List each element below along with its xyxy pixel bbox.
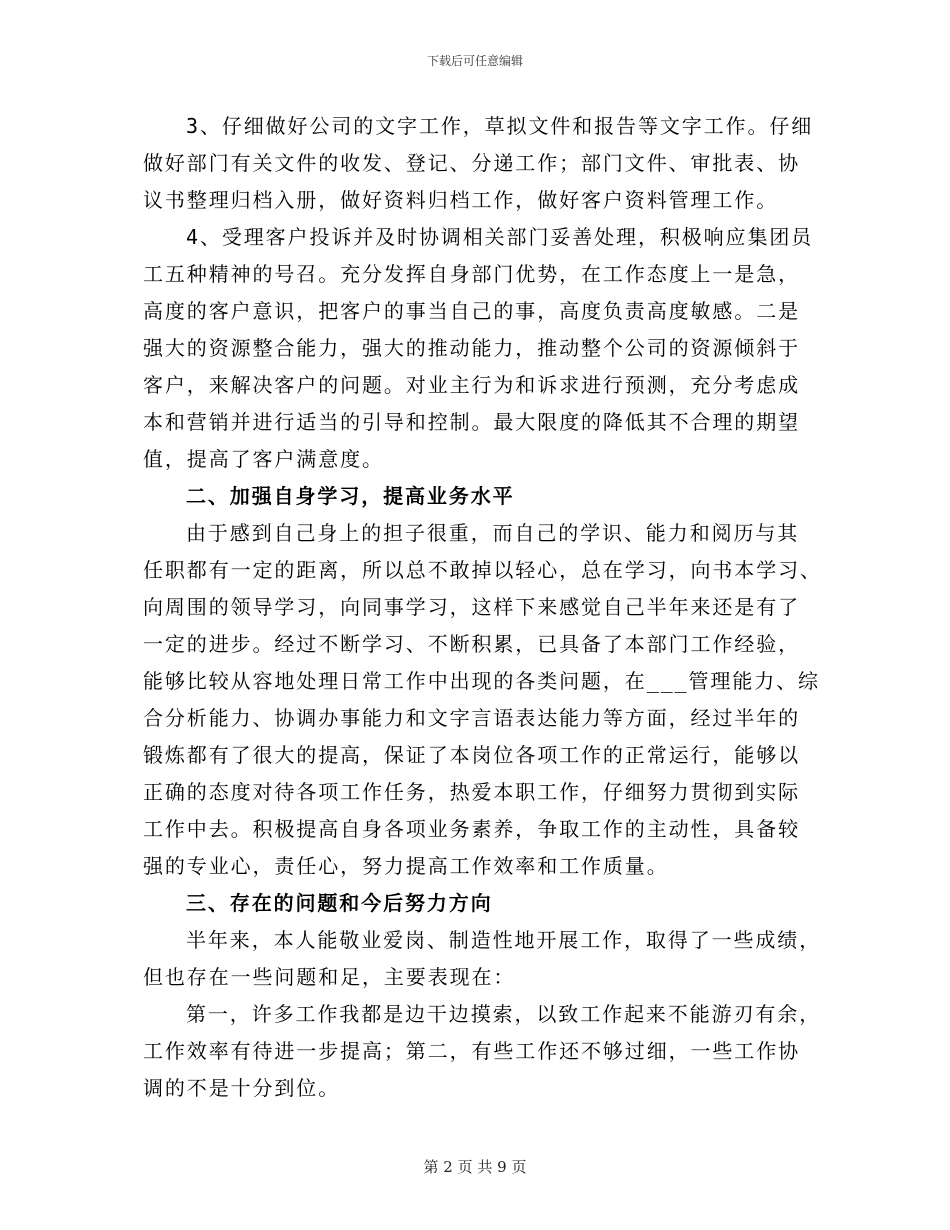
body-line: 调的不是十分到位。 xyxy=(143,1076,341,1100)
body-line: 工作中去。积极提高自身各项业务素养，争取工作的主动性，具备较 xyxy=(143,817,800,841)
body-line: 第一，许多工作我都是边干边摸索，以致工作起来不能游刃有余， xyxy=(186,1002,822,1026)
body-line: 合分析能力、协调办事能力和文字言语表达能力等方面，经过半年的 xyxy=(143,706,800,730)
body-line: 做好部门有关文件的收发、登记、分递工作；部门文件、审批表、协 xyxy=(143,151,800,175)
body-line: 向周围的领导学习，向同事学习，这样下来感觉自己半年来还是有了 xyxy=(143,595,800,619)
body-line: 3、仔细做好公司的文字工作，草拟文件和报告等文字工作。仔细 xyxy=(186,114,814,138)
body-line: 半年来，本人能敬业爱岗、制造性地开展工作，取得了一些成绩， xyxy=(186,928,822,952)
body-line: 高度的客户意识，把客户的事当自己的事，高度负责高度敏感。二是 xyxy=(143,299,800,323)
body-line: 客户，来解决客户的问题。对业主行为和诉求进行预测，充分考虑成 xyxy=(143,373,800,397)
body-line: 强大的资源整合能力，强大的推动能力，推动整个公司的资源倾斜于 xyxy=(143,336,800,360)
body-line: 任职都有一定的距离，所以总不敢掉以轻心，总在学习，向书本学习、 xyxy=(143,558,822,582)
page-header: 下载后可任意编辑 xyxy=(426,54,523,68)
page-number-footer: 第 2 页 共 9 页 xyxy=(423,1158,527,1176)
body-line: 由于感到自己身上的担子很重，而自己的学识、能力和阅历与其 xyxy=(186,521,800,545)
document-body xyxy=(143,108,822,1107)
body-line: 正确的态度对待各项工作任务，热爱本职工作，仔细努力贯彻到实际 xyxy=(143,780,800,804)
body-line: 本和营销并进行适当的引导和控制。最大限度的降低其不合理的期望 xyxy=(143,410,800,434)
body-line: 4、受理客户投诉并及时协调相关部门妥善处理，积极响应集团员 xyxy=(186,225,814,249)
body-line: 工五种精神的号召。充分发挥自身部门优势，在工作态度上一是急， xyxy=(143,262,800,286)
body-line: 一定的进步。经过不断学习、不断积累，已具备了本部门工作经验， xyxy=(143,632,800,656)
body-line: 但也存在一些问题和足，主要表现在： xyxy=(143,965,516,989)
body-line: 工作效率有待进一步提高；第二，有些工作还不够过细，一些工作协 xyxy=(143,1039,800,1063)
body-line: 议书整理归档入册，做好资料归档工作，做好客户资料管理工作。 xyxy=(143,188,779,212)
body-line: 能够比较从容地处理日常工作中出现的各类问题，在___管理能力、综 xyxy=(143,669,820,693)
body-line: 锻炼都有了很大的提高，保证了本岗位各项工作的正常运行，能够以 xyxy=(143,743,800,767)
body-line: 值，提高了客户满意度。 xyxy=(143,447,384,471)
section-heading: 三、存在的问题和今后努力方向 xyxy=(186,891,493,915)
section-heading: 二、加强自身学习，提高业务水平 xyxy=(186,484,515,508)
body-line: 强的专业心，责任心，努力提高工作效率和工作质量。 xyxy=(143,854,669,878)
